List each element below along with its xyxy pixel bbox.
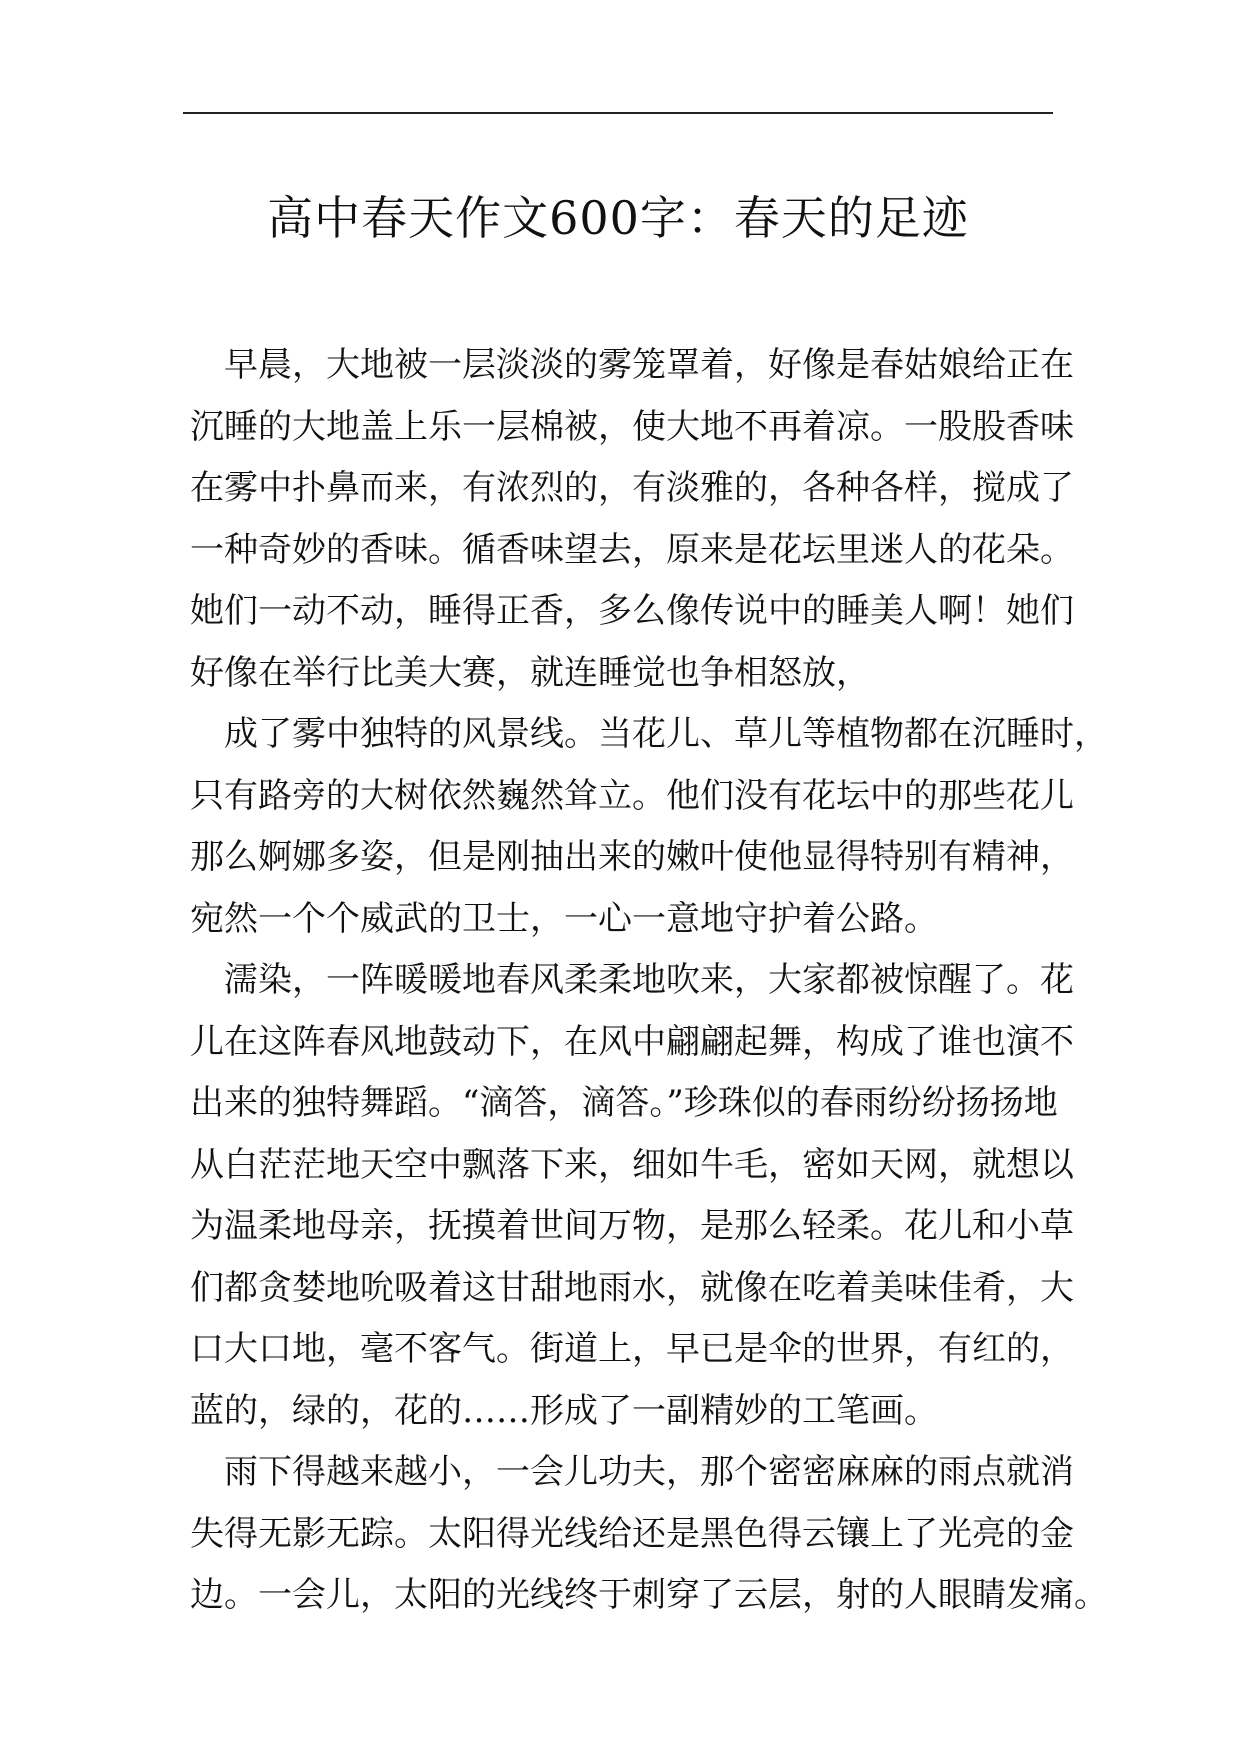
text-line: 蓝的，绿的，花的……形成了一副精妙的工笔画。	[190, 1390, 938, 1431]
text-line: 一种奇妙的香味。循香味望去，原来是花坛里迷人的花朵。	[190, 529, 1074, 570]
paragraph-1	[190, 335, 1074, 704]
text-line: 只有路旁的大树依然巍然耸立。他们没有花坛中的那些花儿	[190, 775, 1074, 816]
text-line: 在雾中扑鼻而来，有浓烈的，有淡雅的，各种各样，搅成了	[190, 468, 1074, 508]
text-line: 成了雾中独特的风景线。当花儿、草儿等植物都在沉睡时，	[224, 714, 1108, 754]
text-line: 边。一会儿，太阳的光线终于刺穿了云层，射的人眼睛发痛。	[190, 1575, 1108, 1615]
paragraph-4	[190, 1442, 1108, 1627]
page-title: 高中春天作文600字：春天的足迹	[267, 190, 969, 245]
text-line: 从白茫茫地天空中飘落下来，细如牛毛，密如天网，就想以	[190, 1144, 1074, 1185]
text-line: 沉睡的大地盖上乐一层棉被，使大地不再着凉。一股股香味	[190, 406, 1074, 447]
text-line: 们都贪婪地吮吸着这甘甜地雨水，就像在吃着美味佳肴，大	[190, 1267, 1074, 1308]
text-line: 宛然一个个威武的卫士，一心一意地守护着公路。	[190, 898, 938, 939]
text-line: 她们一动不动，睡得正香，多么像传说中的睡美人啊！她们	[190, 591, 1074, 631]
header-rule	[183, 112, 1053, 114]
text-line: 口大口地，毫不客气。街道上，早已是伞的世界，有红的，	[190, 1329, 1074, 1369]
text-line: 失得无影无踪。太阳得光线给还是黑色得云镶上了光亮的金	[190, 1513, 1074, 1554]
text-line: 为温柔地母亲，抚摸着世间万物，是那么轻柔。花儿和小草	[190, 1206, 1074, 1246]
text-line: 濡染，一阵暖暖地春风柔柔地吹来，大家都被惊醒了。花	[224, 960, 1074, 1000]
paragraph-3	[190, 950, 1074, 1442]
text-line: 早晨，大地被一层淡淡的雾笼罩着，好像是春姑娘给正在	[224, 345, 1074, 385]
paragraph-2	[190, 704, 1108, 950]
text-line: 儿在这阵春风地鼓动下，在风中翩翩起舞，构成了谁也演不	[190, 1021, 1074, 1062]
text-line: 雨下得越来越小，一会儿功夫，那个密密麻麻的雨点就消	[224, 1452, 1074, 1492]
text-line: 那么婀娜多姿，但是刚抽出来的嫩叶使他显得特别有精神，	[190, 837, 1074, 877]
text-line: 好像在举行比美大赛，就连睡觉也争相怒放，	[190, 652, 870, 693]
essay-body	[190, 335, 1108, 1627]
text-line: 出来的独特舞蹈。“滴答，滴答。”珍珠似的春雨纷纷扬扬地	[190, 1083, 1058, 1123]
